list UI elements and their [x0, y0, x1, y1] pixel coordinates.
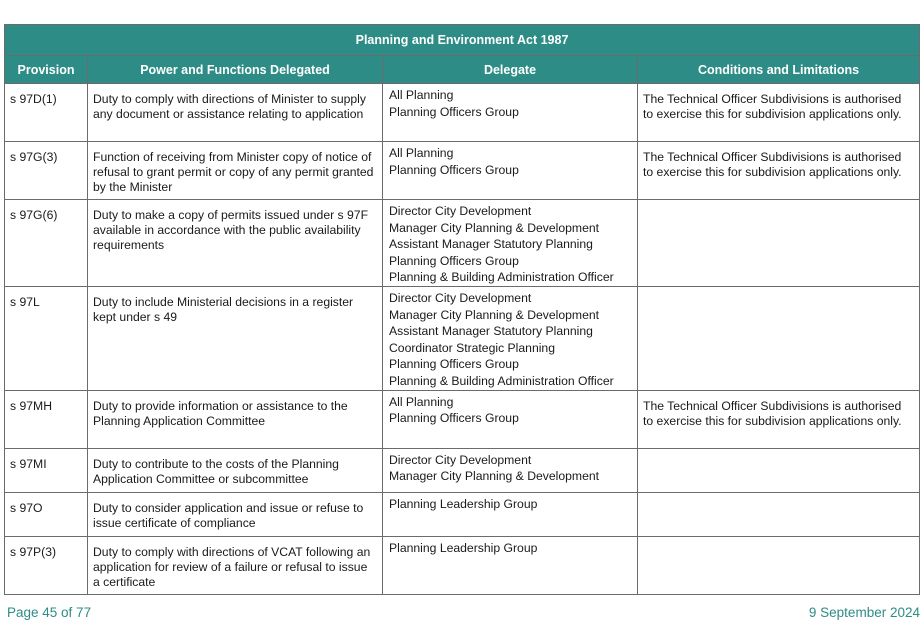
delegate-item: Director City Development	[389, 452, 532, 467]
delegate-item: Planning & Building Administration Officer	[389, 373, 614, 388]
power-cell: Duty to make a copy of permits issued under s 97F available in accordance with the public availability requirements	[88, 200, 383, 287]
provision-cell: s 97P(3)	[5, 536, 88, 594]
delegate-cell	[383, 200, 638, 287]
delegate-item: Planning Officers Group	[389, 253, 519, 268]
delegate-item: All Planning	[389, 394, 454, 409]
delegate-item: Planning Officers Group	[389, 357, 519, 372]
provision-cell: s 97O	[5, 492, 88, 536]
conditions-cell	[638, 448, 920, 492]
delegate-item: Manager City Planning & Development	[389, 220, 600, 235]
power-cell: Function of receiving from Minister copy of notice of refusal to grant permit or copy of any permit granted by the Minister	[88, 142, 383, 200]
column-header-delegate: Delegate	[383, 56, 638, 84]
conditions-cell	[638, 200, 920, 287]
delegate-item: Manager City Planning & Development	[389, 469, 600, 484]
delegate-item: Assistant Manager Statutory Planning	[389, 237, 593, 252]
table-row	[5, 492, 920, 536]
table-row	[5, 448, 920, 492]
table-body	[5, 84, 920, 595]
delegate-item: Assistant Manager Statutory Planning	[389, 324, 593, 339]
power-cell: Duty to provide information or assistance to the Planning Application Committee	[88, 390, 383, 448]
document-date: 9 September 2024	[808, 605, 920, 620]
power-cell: Duty to include Ministerial decisions in a register kept under s 49	[88, 286, 383, 390]
conditions-cell	[638, 536, 920, 594]
delegate-item: Planning Officers Group	[389, 411, 519, 426]
provision-cell: s 97L	[5, 286, 88, 390]
provision-cell: s 97D(1)	[5, 84, 88, 142]
column-header-provision: Provision	[5, 56, 88, 84]
delegate-item: Planning Officers Group	[389, 104, 519, 119]
provision-cell: s 97MH	[5, 390, 88, 448]
table-row	[5, 84, 920, 142]
column-header-conditions: Conditions and Limitations	[638, 56, 920, 84]
delegate-item: Planning Leadership Group	[389, 496, 538, 511]
conditions-cell: The Technical Officer Subdivisions is authorised to exercise this for subdivision applications only.	[638, 390, 920, 448]
delegate-cell	[383, 390, 638, 448]
power-cell: Duty to consider application and issue or refuse to issue certificate of compliance	[88, 492, 383, 536]
delegate-item: Planning & Building Administration Officer	[389, 270, 614, 285]
delegate-item: Coordinator Strategic Planning	[389, 340, 555, 355]
power-cell: Duty to comply with directions of VCAT following an application for review of a failure or refusal to issue a certificate	[88, 536, 383, 594]
table-row	[5, 200, 920, 287]
table-row	[5, 142, 920, 200]
delegate-cell	[383, 286, 638, 390]
delegate-cell	[383, 448, 638, 492]
conditions-cell	[638, 286, 920, 390]
provision-cell: s 97MI	[5, 448, 88, 492]
provision-cell: s 97G(6)	[5, 200, 88, 287]
delegate-item: Manager City Planning & Development	[389, 307, 600, 322]
conditions-cell: The Technical Officer Subdivisions is authorised to exercise this for subdivision applications only.	[638, 142, 920, 200]
provision-cell: s 97G(3)	[5, 142, 88, 200]
page-number: Page 45 of 77	[7, 605, 92, 620]
table-title: Planning and Environment Act 1987	[5, 25, 920, 56]
table-row	[5, 536, 920, 594]
delegate-item: Planning Leadership Group	[389, 540, 538, 555]
delegate-cell	[383, 84, 638, 142]
table-row	[5, 286, 920, 390]
delegate-item: Director City Development	[389, 290, 532, 305]
delegate-cell	[383, 142, 638, 200]
column-header-power: Power and Functions Delegated	[88, 56, 383, 84]
table-row	[5, 390, 920, 448]
conditions-cell: The Technical Officer Subdivisions is authorised to exercise this for subdivision applications only.	[638, 84, 920, 142]
delegate-item: All Planning	[389, 146, 454, 160]
delegation-table	[4, 24, 920, 595]
delegate-item: Director City Development	[389, 204, 532, 218]
delegate-cell	[383, 536, 638, 594]
delegate-cell	[383, 492, 638, 536]
power-cell: Duty to comply with directions of Minister to supply any document or assistance relating to application	[88, 84, 383, 142]
delegate-item: Planning Officers Group	[389, 162, 519, 177]
delegate-item: All Planning	[389, 88, 454, 102]
power-cell: Duty to contribute to the costs of the Planning Application Committee or subcommittee	[88, 448, 383, 492]
conditions-cell	[638, 492, 920, 536]
